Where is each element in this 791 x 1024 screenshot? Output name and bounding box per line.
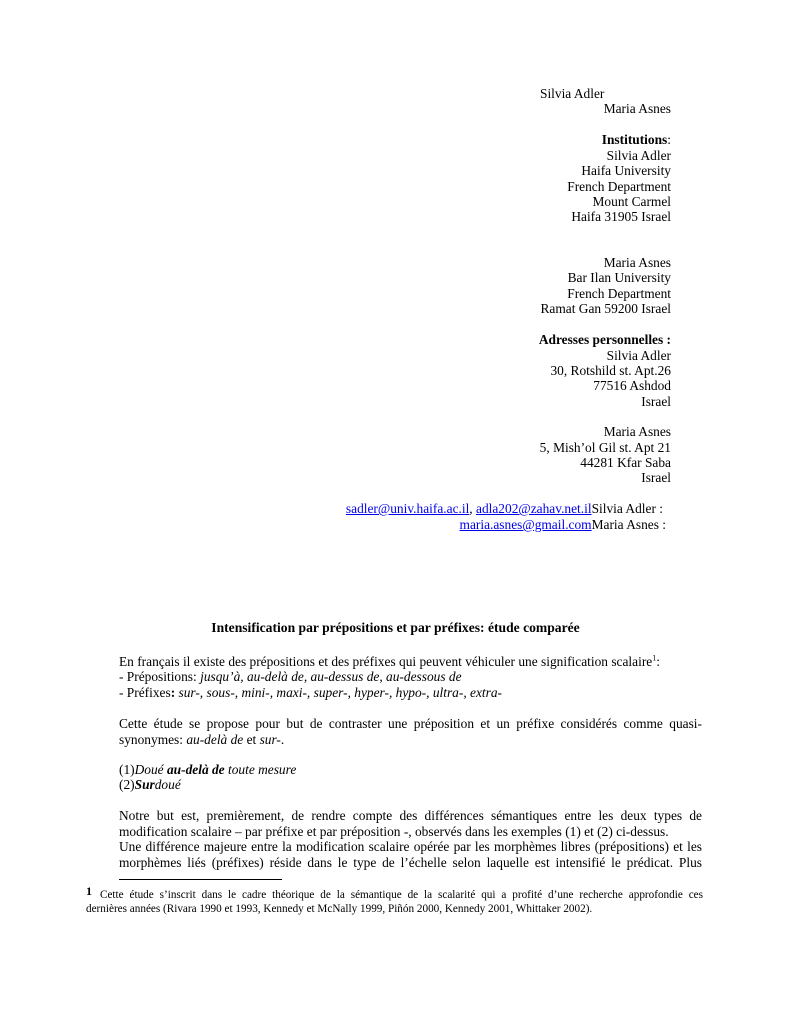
email-separator: , bbox=[469, 501, 476, 516]
prefixes-item bbox=[119, 685, 502, 701]
example-text: doué bbox=[154, 777, 181, 792]
example-2 bbox=[119, 777, 181, 793]
addr1-line: 77516 Ashdod bbox=[593, 378, 671, 393]
addr1-line: 30, Rotshild st. Apt.26 bbox=[550, 363, 671, 378]
paragraph-goal bbox=[119, 808, 702, 870]
inst2-line: Bar Ilan University bbox=[567, 270, 671, 285]
example-text: Doué bbox=[134, 762, 167, 777]
inst1-line: Silvia Adler bbox=[606, 148, 671, 163]
addr2-line: Israel bbox=[641, 470, 671, 485]
paragraph-purpose bbox=[119, 716, 702, 747]
inst2-line: French Department bbox=[567, 286, 671, 301]
term-sur: sur- bbox=[259, 731, 281, 747]
author-name-1: Silvia Adler bbox=[540, 86, 605, 101]
footnote-text: Cette étude s’inscrit dans le cadre théorique de la sémantique de la scalarité qui a profité d’une recherche approfondie ces bbox=[100, 889, 703, 901]
term-au-dela-de: au-delà de bbox=[186, 731, 244, 747]
footnote-line bbox=[86, 884, 703, 903]
paper-title: Intensification par prépositions et par préfixes: étude comparée bbox=[211, 620, 580, 635]
paragraph-line: modification scalaire – par préfixe et par préposition -, observés dans les exemples (1) et (2) ci-dessus. bbox=[119, 823, 669, 839]
inst1-line: French Department bbox=[567, 179, 671, 194]
inst2-line: Ramat Gan 59200 Israel bbox=[540, 301, 671, 316]
paragraph-line: Cette étude se propose pour but de contraster une préposition et un préfixe considérés comme quasi- bbox=[119, 716, 702, 731]
email-link-sadler[interactable]: sadler@univ.haifa.ac.il bbox=[345, 501, 470, 516]
footnote-line: dernières années (Rivara 1990 et 1993, Kennedy et McNally 1999, Piñón 2000, Kennedy 2001, Whittaker 2002). bbox=[86, 902, 593, 915]
intro-colon: : bbox=[656, 654, 660, 669]
example-text: toute mesure bbox=[224, 762, 297, 777]
institutions-heading bbox=[602, 132, 671, 148]
institutions-label: Institutions bbox=[601, 132, 668, 147]
inst1-line: Haifa 31905 Israel bbox=[571, 209, 671, 224]
example-number: (2) bbox=[119, 777, 135, 792]
addr1-line: Israel bbox=[641, 394, 671, 409]
prefixes-label: - Préfixes bbox=[119, 685, 171, 700]
prepositions-label: - Prépositions: bbox=[119, 669, 201, 684]
footnote-separator bbox=[119, 879, 282, 880]
addr2-line: 44281 Kfar Saba bbox=[580, 455, 671, 470]
example-1 bbox=[119, 762, 296, 778]
addr1-line: Silvia Adler bbox=[606, 348, 671, 363]
intro-paragraph bbox=[119, 654, 660, 670]
prefixes-colon: : bbox=[170, 685, 179, 700]
example-emphasis: Sur bbox=[134, 777, 155, 792]
inst2-line: Maria Asnes bbox=[603, 255, 671, 270]
text-span: . bbox=[280, 731, 285, 747]
addr2-line: 5, Mish’ol Gil st. Apt 21 bbox=[539, 440, 671, 455]
email-line-2 bbox=[460, 517, 666, 533]
email-owner-2: Maria Asnes : bbox=[591, 517, 666, 532]
paragraph-line: Notre but est, premièrement, de rendre compte des différences sémantiques entre les deux types de bbox=[119, 808, 702, 823]
paragraph-line: Une différence majeure entre la modification scalaire opérée par les morphèmes libres (prépositions) et les bbox=[119, 839, 702, 854]
prefixes-list: sur-, sous-, mini-, maxi-, super-, hyper-, hypo-, ultra-, extra- bbox=[178, 685, 502, 700]
footnote bbox=[86, 884, 703, 916]
email-line-1 bbox=[346, 501, 663, 517]
prepositions-list: jusqu’à, au-delà de, au-dessus de, au-dessous de bbox=[200, 669, 462, 684]
personal-addresses-heading: Adresses personnelles : bbox=[538, 332, 671, 347]
email-link-adla[interactable]: adla202@zahav.net.il bbox=[476, 501, 592, 516]
text-span: et bbox=[243, 731, 260, 747]
email-link-asnes[interactable]: maria.asnes@gmail.com bbox=[459, 517, 592, 532]
footnote-mark: 1 bbox=[86, 884, 92, 898]
paragraph-line: morphèmes liés (préfixes) réside dans le type de l’échelle selon laquelle est intensifié le prédicat. Plus bbox=[119, 854, 702, 870]
inst1-line: Mount Carmel bbox=[592, 194, 671, 209]
institutions-colon: : bbox=[667, 132, 671, 147]
prepositions-item bbox=[119, 669, 462, 685]
example-number: (1) bbox=[119, 762, 135, 777]
text-span: synonymes: bbox=[119, 731, 187, 747]
author-name-2: Maria Asnes bbox=[603, 101, 671, 116]
addr2-line: Maria Asnes bbox=[603, 424, 671, 439]
example-emphasis: au-delà de bbox=[166, 762, 225, 777]
intro-text: En français il existe des prépositions et des préfixes qui peuvent véhiculer une signification scalaire bbox=[119, 654, 653, 669]
email-owner-1: Silvia Adler : bbox=[591, 501, 663, 516]
paragraph-line bbox=[119, 732, 702, 748]
inst1-line: Haifa University bbox=[581, 163, 671, 178]
footnote-reference[interactable]: 1 bbox=[652, 653, 657, 663]
